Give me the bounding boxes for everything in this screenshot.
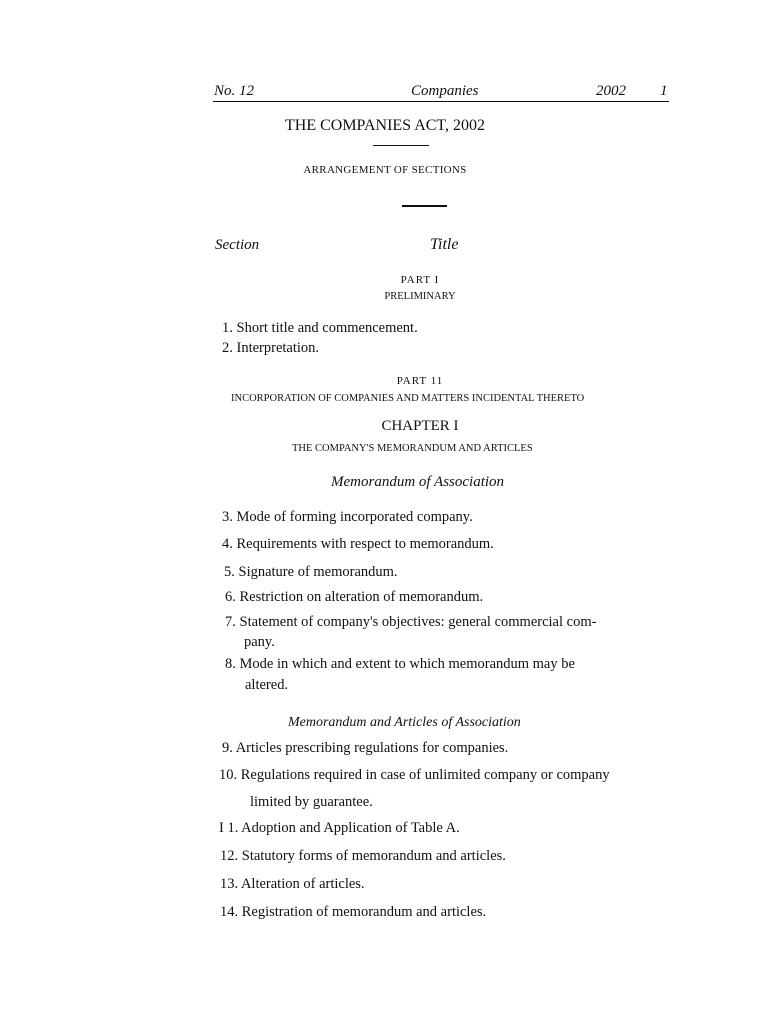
toc-item: 8. Mode in which and extent to which memorandum may be	[225, 656, 575, 672]
toc-item: 1. Short title and commencement.	[222, 320, 418, 336]
toc-item: 4. Requirements with respect to memorandum.	[222, 536, 494, 552]
header-subject: Companies	[411, 83, 479, 99]
toc-item: 14. Registration of memorandum and articles.	[220, 904, 487, 920]
toc-item: 7. Statement of company's objectives: general commercial com-	[225, 614, 597, 630]
header-act-number: No. 12	[214, 83, 255, 99]
part1-name: PRELIMINARY	[384, 291, 456, 302]
chapter-label: CHAPTER I	[381, 418, 459, 434]
header-rule	[213, 101, 669, 102]
toc-item-continuation: limited by guarantee.	[250, 794, 373, 810]
toc-item: 10. Regulations required in case of unlimited company or company	[219, 767, 610, 783]
document-title: THE COMPANIES ACT, 2002	[284, 117, 486, 134]
header-page-number: 1	[660, 83, 668, 99]
toc-item: 2. Interpretation.	[222, 340, 320, 356]
header-year: 2002	[596, 83, 626, 99]
toc-item: 13. Alteration of articles.	[220, 876, 365, 892]
arrangement-heading: ARRANGEMENT OF SECTIONS	[303, 164, 467, 176]
chapter-name: THE COMPANY'S MEMORANDUM AND ARTICLES	[292, 443, 533, 454]
part1-label: PART I	[400, 274, 440, 286]
part2-name: INCORPORATION OF COMPANIES AND MATTERS INCIDENTAL THERETO	[231, 393, 585, 404]
toc-item-continuation: altered.	[245, 677, 289, 693]
part2-label: PART 11	[396, 375, 444, 387]
subheading-memorandum-articles: Memorandum and Articles of Association	[288, 715, 521, 730]
toc-item-continuation: pany.	[244, 634, 275, 650]
toc-item: 6. Restriction on alteration of memorandum.	[225, 589, 484, 605]
toc-item: 12. Statutory forms of memorandum and articles.	[220, 848, 506, 864]
column-section-label: Section	[215, 237, 260, 253]
column-title-label: Title	[430, 236, 459, 253]
toc-item: 3. Mode of forming incorporated company.	[222, 509, 473, 525]
toc-item: 9. Articles prescribing regulations for companies.	[222, 740, 509, 756]
toc-item: 5. Signature of memorandum.	[224, 564, 398, 580]
arrangement-rule	[402, 205, 447, 207]
toc-item: I 1. Adoption and Application of Table A.	[219, 820, 460, 836]
subheading-memorandum: Memorandum of Association	[331, 474, 505, 490]
title-rule	[373, 145, 429, 146]
